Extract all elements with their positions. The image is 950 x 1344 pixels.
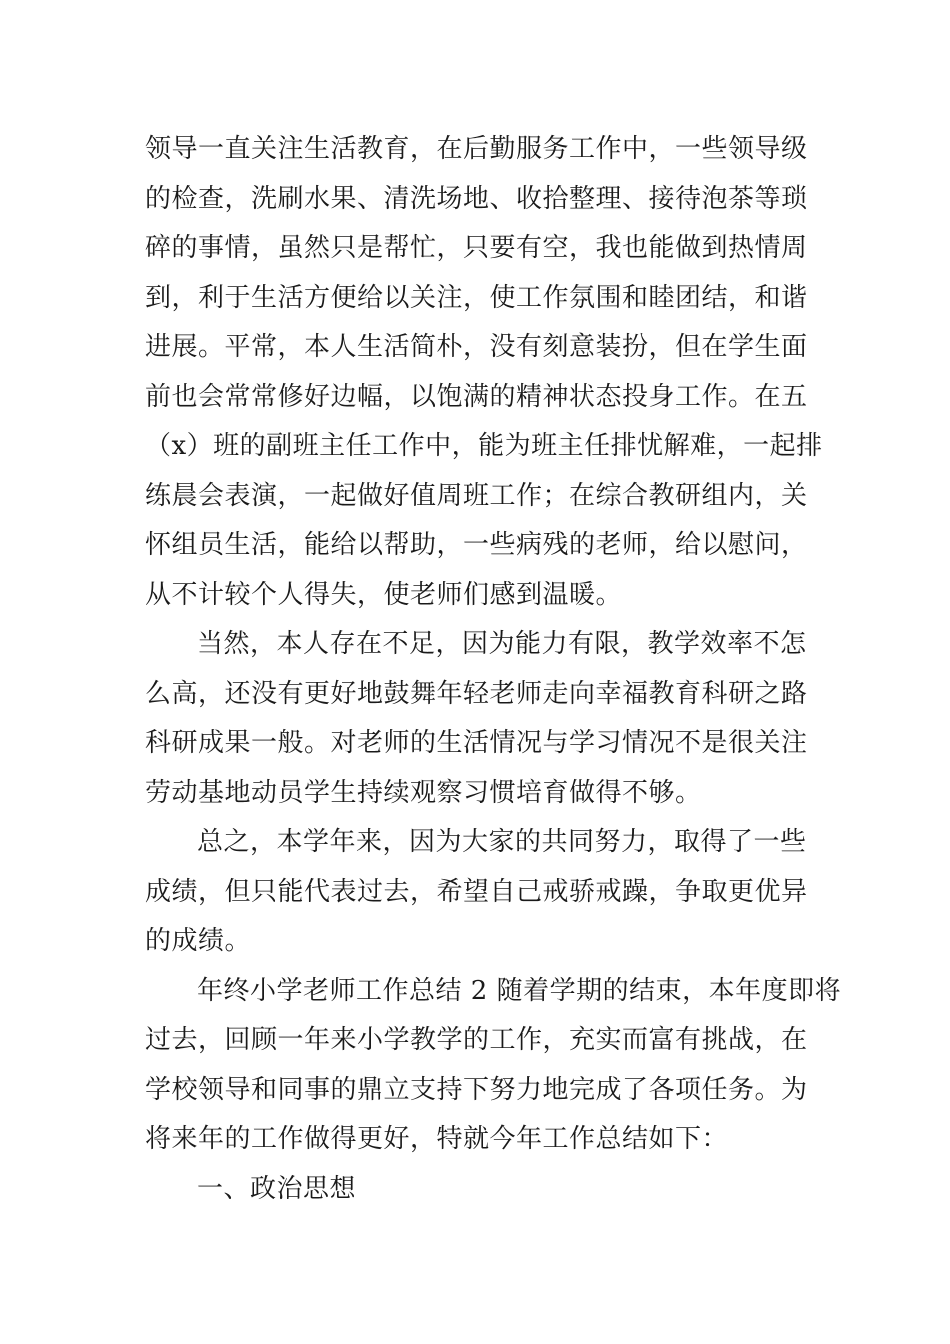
text-line: 的检查，洗刷水果、清洗场地、收拾整理、接待泡茶等琐 (145, 183, 808, 214)
text-line: 从不计较个人得失，使老师们感到温暖。 (145, 579, 623, 610)
text-line: 进展。平常，本人生活简朴，没有刻意装扮，但在学生面 (145, 332, 808, 362)
text-line: 碎的事情，虽然只是帮忙，只要有空，我也能做到热情周 (145, 233, 808, 263)
text-line: 前也会常常修好边幅，以饱满的精神状态投身工作。在五 (145, 381, 808, 412)
text-line: 总之，本学年来，因为大家的共同努力，取得了一些 (197, 827, 807, 857)
text-line: 怀组员生活，能给以帮助，一些病残的老师，给以慰问， (145, 530, 808, 560)
text-line: 到，利于生活方便给以关注，使工作氛围和睦团结，和谐 (145, 282, 808, 313)
text-line: 将来年的工作做得更好，特就今年工作总结如下： (145, 1124, 729, 1154)
text-line: 的成绩。 (145, 926, 252, 956)
text-line: 练晨会表演，一起做好值周班工作；在综合教研组内，关 (145, 480, 808, 511)
text-line: 领导一直关注生活教育，在后勤服务工作中，一些领导级 (145, 134, 808, 164)
text-line: 劳动基地动员学生持续观察习惯培育做得不够。 (145, 777, 702, 808)
text-line: 么高，还没有更好地鼓舞年轻老师走向幸福教育科研之路 (145, 678, 808, 709)
text-line: 科研成果一般。对老师的生活情况与学习情况不是很关注 (145, 728, 808, 758)
text-line: 学校领导和同事的鼎立支持下努力地完成了各项任务。为 (145, 1074, 808, 1105)
text-line: 一、政治思想 (197, 1173, 357, 1204)
text-line: 当然，本人存在不足，因为能力有限，教学效率不怎 (197, 629, 807, 659)
text-line: 成绩，但只能代表过去，希望自己戒骄戒躁，争取更优异 (145, 876, 808, 907)
document-body (145, 125, 842, 1214)
text-line: 年终小学老师工作总结 2 随着学期的结束，本年度即将 (197, 975, 842, 1006)
text-line: 过去，回顾一年来小学教学的工作，充实而富有挑战，在 (145, 1025, 808, 1055)
text-line: （x）班的副班主任工作中，能为班主任排忧解难，一起排 (145, 431, 823, 461)
